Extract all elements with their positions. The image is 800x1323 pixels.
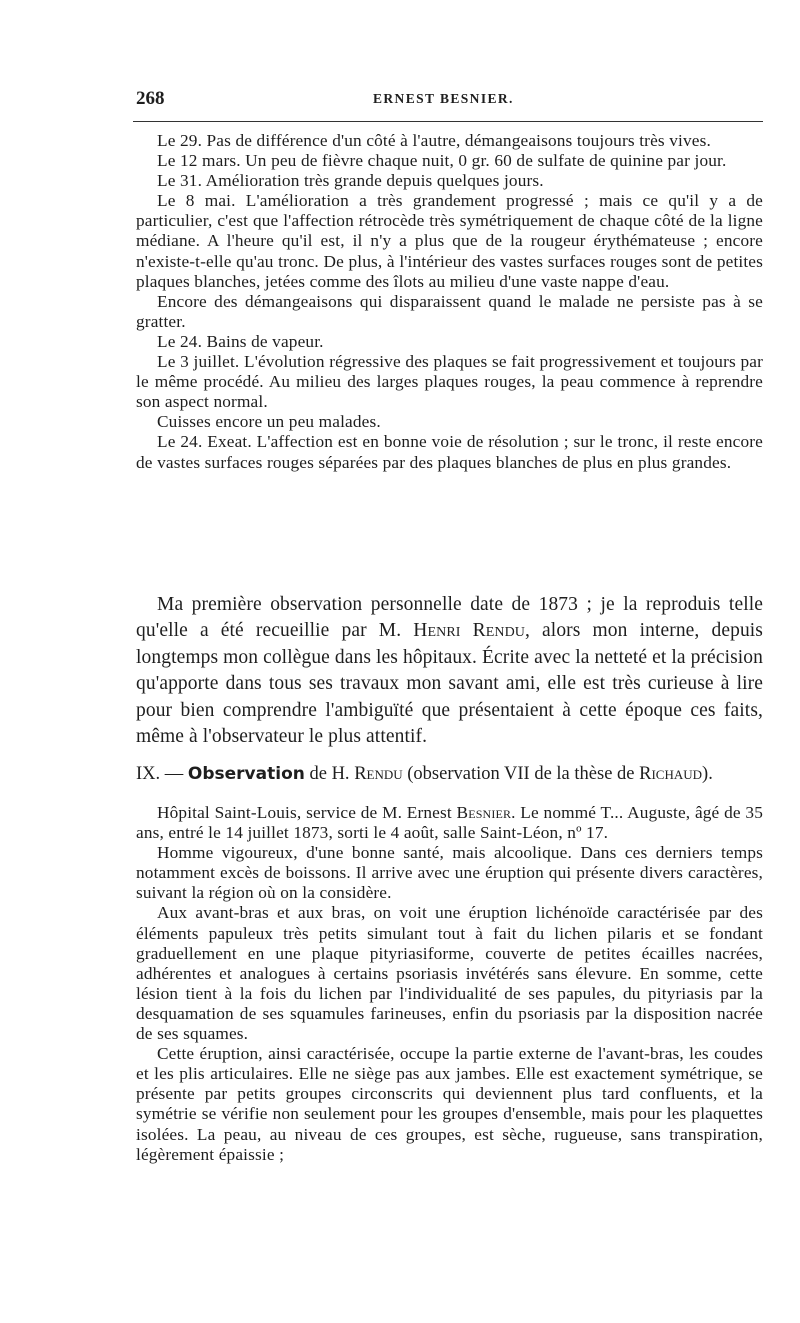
page-number: 268 [136, 88, 165, 109]
running-title: ERNEST BESNIER. [373, 91, 514, 106]
diary-entry: Le 8 mai. L'amélioration a très grandement progressé ; mais ce qu'il y a de particulier, c'est que l'affection rétrocède très symétriquement de chaque côté de la ligne médiane. A l'heure qu'il est, il n'y a plus que de la rougeur érythémateuse ; encore n'existe-t-elle qu'au tronc. De plus, à l'intérieur des vastes surfaces rouges sont de petites plaques blanches, jetées comme des îlots au milieu d'une vaste nappe d'eau. [136, 191, 763, 291]
observation-close: ). [702, 764, 713, 784]
observation-thesis-author: Richaud [639, 764, 703, 784]
diary-entry: Cuisses encore un peu malades. [157, 412, 381, 432]
observation-heading [136, 764, 763, 785]
observation-p1-start: Hôpital Saint-Louis, service de M. Ernest [157, 803, 457, 822]
diary-entry: Encore des démangeaisons qui disparaissent quand le malade ne persiste pas à se gratter. [136, 291, 763, 331]
diary-entry: Le 31. Amélioration très grande depuis quelques jours. [157, 171, 544, 191]
observation-paragraph: Homme vigoureux, d'une bonne santé, mais alcoolique. Dans ces derniers temps notamment excès de boissons. Il arrive avec une éruption qui présente divers caractères, suivant la région où on la considère. [136, 843, 763, 903]
observation-p1-name: Besnier [456, 803, 512, 822]
observation-paragraph: Aux avant-bras et aux bras, on voit une éruption lichénoïde caractérisée par des éléments papuleux très petits simulant tout à fait du lichen pilaris et se fondant graduellement en une plaque pityriasiforme, couverte de petites écailles nacrées, adhérentes et analogues à certains psoriasis invétérés sans élevure. En somme, cette lésion tient à la fois du lichen par l'individualité de ses papules, du pityriasis par la desquamation de ses squamules farineuses, enfin du psoriasis par la disposition nacrée de ses squames. [136, 903, 763, 1044]
header-rule [133, 121, 763, 122]
diary-entry: Le 29. Pas de différence d'un côté à l'autre, démangeaisons toujours très vives. [157, 131, 711, 150]
diary-entry: Le 24. Bains de vapeur. [157, 331, 324, 351]
intro-text-end: , alors mon interne, depuis longtemps mon collègue dans les hôpitaux. Écrite avec la netteté et la précision qu'apporte dans tous ses travaux mon savant ami, elle est très curieuse à lire pour bien comprendre l'ambiguïté que présentaient à cette époque ces faits, même à l'observateur le plus attentif. [136, 620, 763, 748]
observation-author: Rendu [354, 764, 403, 784]
observation-de: de H. [304, 764, 355, 784]
intro-paragraph [136, 592, 763, 750]
intro-text-start: Ma première observation personnelle date de 1873 ; je la reproduis telle qu'elle a été recueillie par M. [136, 594, 763, 642]
page-header [133, 86, 763, 114]
observation-paragraph [136, 803, 763, 843]
intro-section [136, 592, 763, 750]
diary-entry: Le 3 juillet. L'évolution régressive des plaques se fait progressivement et toujours par le même procédé. Au milieu des larges plaques rouges, la peau commence à reprendre son aspect normal. [136, 352, 763, 412]
diary-section [136, 131, 763, 473]
observation-label: Observation [187, 764, 305, 784]
diary-entry: Le 24. Exeat. L'affection est en bonne voie de résolution ; sur le tronc, il reste encore de vastes surfaces rouges séparées par des plaques blanches de plus en plus grandes. [136, 432, 763, 472]
observation-p1-end: . Le nommé T... Auguste, âgé de 35 ans, entré le 14 juillet 1873, sorti le 4 août, salle Saint-Léon, nº 17. [136, 803, 763, 843]
observation-section [136, 803, 763, 1165]
observation-numeral: IX. — [136, 764, 188, 784]
observation-paragraph: Cette éruption, ainsi caractérisée, occupe la partie externe de l'avant-bras, les coudes et les plis articulaires. Elle ne siège pas aux jambes. Elle est exactement symétrique, se présente par petits groupes circonscrits qui deviennent plus tard confluents, et la symétrie se vérifie non seulement pour les groupes d'ensemble, mais pour les plaquettes isolées. La peau, au niveau de ces groupes, est sèche, rugueuse, sans transpiration, légèrement épaissie ; [136, 1044, 763, 1164]
intro-author-name: Henri Rendu [413, 620, 525, 642]
observation-source: (observation VII de la thèse de [402, 764, 640, 784]
diary-entry: Le 12 mars. Un peu de fièvre chaque nuit, 0 gr. 60 de sulfate de quinine par jour. [157, 151, 727, 171]
